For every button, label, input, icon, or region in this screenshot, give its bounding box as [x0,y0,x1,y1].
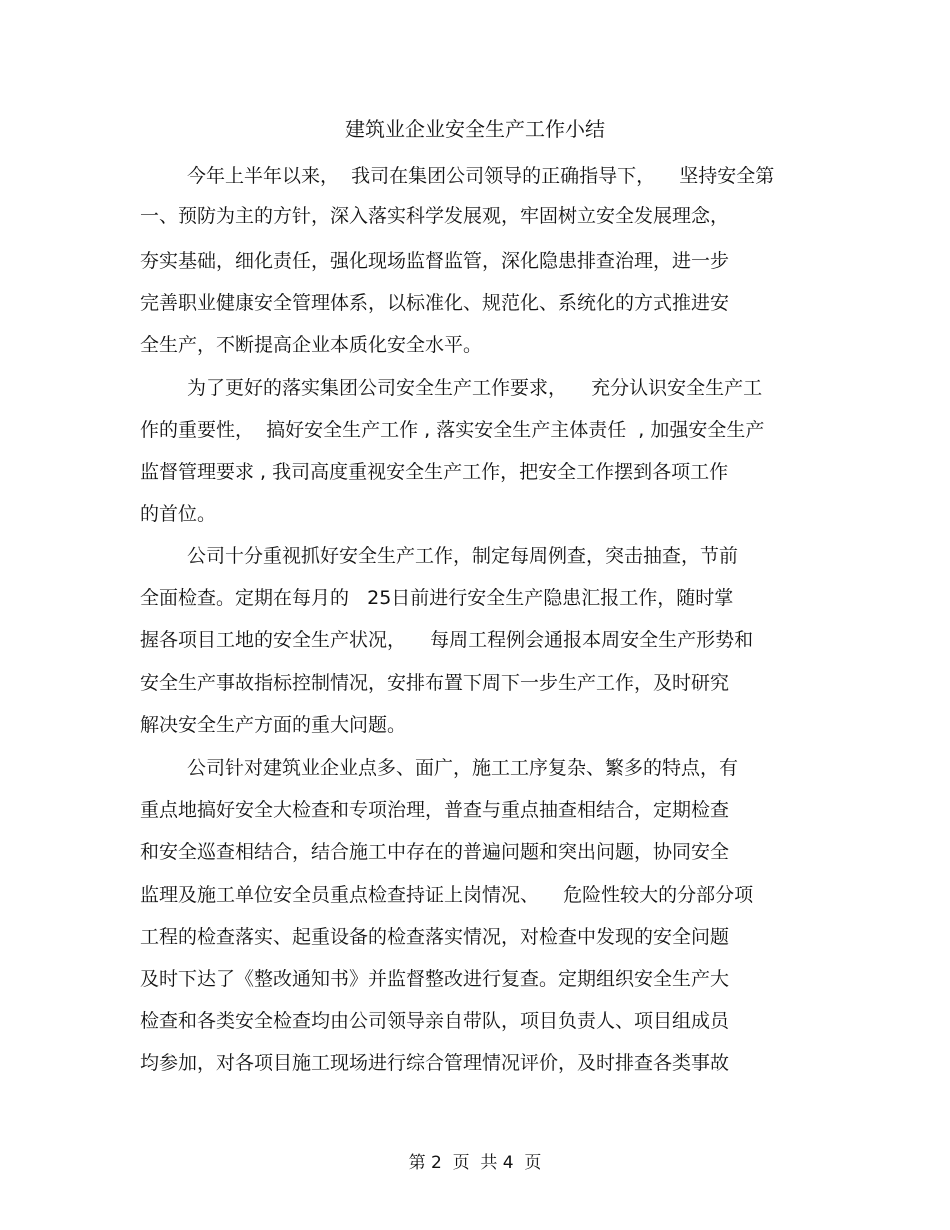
paragraph-3-line-2: 全面检查。定期在每月的 25日前进行安全生产隐患汇报工作，随时掌 [140,587,734,609]
paragraph-1-line-5: 全生产，不断提高企业本质化安全水平。 [140,334,483,356]
paragraph-4-line-2: 重点地搞好安全大检查和专项治理，普查与重点抽查相结合，定期检查 [140,799,730,821]
paragraph-4-line-4: 监理及施工单位安全员重点检查持证上岗情况、 危险性较大的分部分项 [140,884,754,906]
document-title: 建筑业企业安全生产工作小结 [345,117,605,141]
paragraph-1-line-4: 完善职业健康安全管理体系，以标准化、规范化、系统化的方式推进安 [140,292,730,314]
paragraph-3-line-5: 解决安全生产方面的重大问题。 [140,714,407,736]
paragraph-1-line-3: 夯实基础，细化责任，强化现场监督监管，深化隐患排查治理，进一步 [140,250,730,272]
paragraph-2-line-3: 监督管理要求 , 我司高度重视安全生产工作，把安全工作摆到各项工作 [140,461,729,483]
paragraph-4-line-7: 检查和各类安全检查均由公司领导亲自带队，项目负责人、项目组成员 [140,1010,730,1032]
paragraph-2-line-4: 的首位。 [140,503,217,525]
paragraph-3-line-3: 握各项目工地的安全生产状况， 每周工程例会通报本周安全生产形势和 [140,629,754,651]
paragraph-4-line-8: 均参加，对各项目施工现场进行综合管理情况评价，及时排查各类事故 [140,1052,730,1074]
paragraph-3-line-4: 安全生产事故指标控制情况，安排布置下周下一步生产工作，及时研究 [140,672,730,694]
paragraph-4-line-5: 工程的检查落实、起重设备的检查落实情况，对检查中发现的安全问题 [140,926,730,948]
paragraph-4-line-3: 和安全巡查相结合，结合施工中存在的普遍问题和突出问题，协同安全 [140,841,730,863]
paragraph-3-line-1: 公司十分重视抓好安全生产工作，制定每周例查，突击抽查，节前 [187,545,739,567]
paragraph-2-line-1: 为了更好的落实集团公司安全生产工作要求， 充分认识安全生产工 [187,377,763,399]
paragraph-4-line-1: 公司针对建筑业企业点多、面广，施工工序复杂、繁多的特点，有 [187,757,739,779]
paragraph-4-line-6: 及时下达了《整改通知书》并监督整改进行复查。定期组织安全生产大 [140,968,730,990]
paragraph-1-line-2: 一、预防为主的方针，深入落实科学发展观，牢固树立安全发展理念， [140,205,730,227]
paragraph-2-line-2: 作的重要性， 搞好安全生产工作 , 落实安全生产主体责任 , 加强安全生产 [140,419,765,441]
page-footer: 第 2 页 共 4 页 [408,1153,542,1173]
paragraph-1-line-1: 今年上半年以来， 我司在集团公司领导的正确指导下， 坚持安全第 [187,165,775,187]
